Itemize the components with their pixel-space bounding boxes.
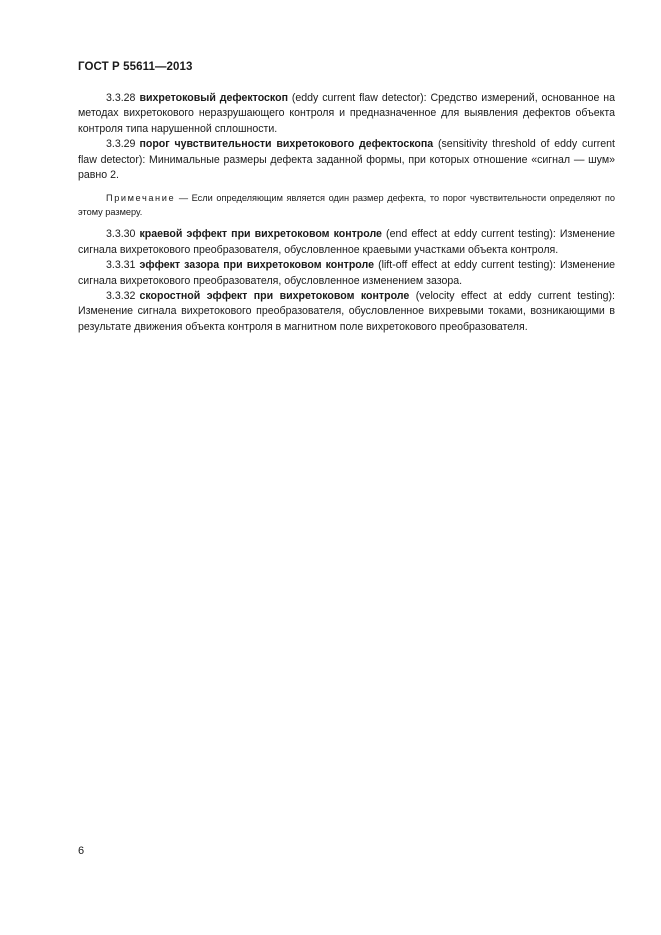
term-name: скоростной эффект при вихретоковом контроле — [139, 290, 410, 303]
term-definition: (eddy current flaw detector): Средство измерений, основанное на методах вихретокового неразрушающего контроля и предназначенное для выявления дефектов объекта контроля типа нарушенной сплошности. — [78, 92, 615, 135]
term-definition: (sensitivity threshold of eddy current flaw detector): Минимальные размеры дефекта заданной формы, при которых отношение «сигнал — шум» равно 2. — [78, 138, 615, 182]
term-number: 3.3.32 — [106, 290, 136, 303]
term-number: 3.3.31 — [106, 259, 136, 272]
term-entry-3-3-32 — [78, 289, 615, 335]
term-entry-3-3-28 — [78, 91, 615, 137]
term-number: 3.3.29 — [106, 138, 136, 151]
note-label: Примечание — [106, 193, 176, 204]
term-entry-3-3-30 — [78, 227, 615, 258]
term-entry-3-3-29 — [78, 137, 615, 183]
term-definition: (lift-off effect at eddy current testing): Изменение сигнала вихретокового преобразователя, обусловленное изменением зазора. — [78, 259, 616, 287]
term-definition: (velocity effect at eddy current testing): Изменение сигнала вихретокового преобразователя, обусловленное вихревыми токами, возникающими в результате движения объекта контроля в магнитном поле вихретокового преобразователя. — [78, 290, 615, 333]
note-text: — Если определяющим является один размер дефекта, то порог чувствительности определяют по этому размеру. — [78, 193, 615, 218]
term-name: эффект зазора при вихретоковом контроле — [139, 259, 374, 272]
page-number: 6 — [78, 845, 85, 857]
term-name: порог чувствительности вихретокового дефектоскопа — [139, 138, 434, 151]
term-name: краевой эффект при вихретоковом контроле — [139, 228, 382, 241]
term-definition: (end effect at eddy current testing): Изменение сигнала вихретокового преобразователя, обусловленное краевыми участками объекта контроля. — [78, 228, 615, 256]
document-body — [78, 91, 615, 335]
term-number: 3.3.28 — [106, 92, 136, 104]
note — [78, 191, 615, 219]
term-entry-3-3-31 — [78, 258, 615, 289]
document-header: ГОСТ Р 55611—2013 — [78, 61, 193, 73]
term-number: 3.3.30 — [106, 228, 136, 241]
term-name: вихретоковый дефектоскоп — [139, 92, 288, 104]
